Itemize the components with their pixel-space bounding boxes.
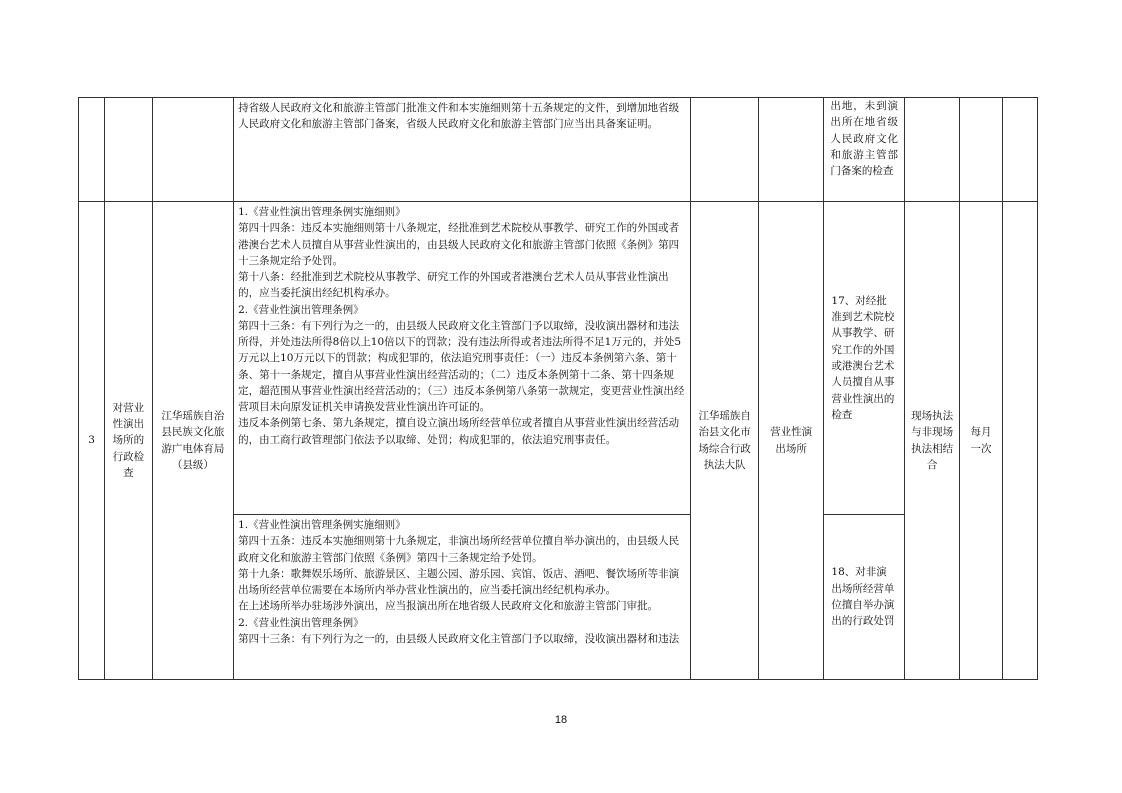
law-paragraph: 在上述场所举办驻场涉外演出，应当报演出所在地省级人民政府文化和旅游主管部门审批。 (238, 600, 659, 613)
law-paragraph: 第四十四条：违反本实施细则第十八条规定，经批准到艺术院校从事教学、研究工作的外国或者港澳台艺术人员擅自从事营业性演出的，由县级人民政府文化和旅游主管部门依照《条例》第四十三条规定给予处罚。 (238, 222, 680, 267)
cell-agency (152, 202, 234, 680)
frequency-text: 每月一次 (970, 426, 992, 455)
cell-no-empty (79, 98, 105, 202)
law-paragraph: 1.《营业性演出管理条例实施细则》 (238, 206, 406, 218)
table-row-3a (79, 202, 1038, 515)
law-paragraph: 第四十三条：有下列行为之一的，由县级人民政府文化主管部门予以取缔，没收演出器材和违法 (238, 632, 680, 645)
cell-note-empty (1002, 98, 1037, 202)
cell-law-basis-1 (234, 202, 691, 515)
cell-law-basis-2 (234, 515, 691, 680)
cell-object (758, 202, 823, 680)
law-paragraph: 第十八条：经批准到艺术院校从事教学、研究工作的外国或者港澳台艺术人员从事营业性演出的，应当委托演出经纪机构承办。 (238, 271, 669, 300)
check-name-text: 对营业性演出场所的行政检查 (112, 401, 145, 479)
cell-check-item-17 (824, 202, 905, 515)
law-paragraph: 2.《营业性演出管理条例》 (238, 303, 364, 316)
cell-check-name (105, 202, 152, 680)
method-text: 现场执法与非现场执法相结合 (911, 409, 954, 471)
law-paragraph: 1.《营业性演出管理条例实施细则》 (238, 519, 406, 531)
cell-method-empty (904, 98, 959, 202)
cell-note-empty (1002, 202, 1037, 680)
object-text: 营业性演出场所 (770, 426, 813, 455)
law-paragraph: 违反本条例第七条、第九条规定，擅自设立演出场所经营单位或者擅自从事营业性演出经营活动的，由工商行政管理部门依法予以取缔、处罚；构成犯罪的，依法追究刑事责任。 (238, 417, 680, 446)
cell-enforcer-empty (691, 98, 758, 202)
law-paragraph: 第十九条：歌舞娱乐场所、旅游景区、主题公园、游乐园、宾馆、饭店、酒吧、餐饮场所等非演出场所经营单位需要在本场所内举办营业性演出的，应当委托演出经纪机构承办。 (238, 567, 680, 597)
law-paragraph: 2.《营业性演出管理条例》 (238, 616, 364, 629)
check-item-text: 17、对经批准到艺术院校从事教学、研究工作的外国或港澳台艺术人员擅自从事营业性演出的检查 (831, 294, 895, 421)
cell-row-number: 3 (79, 202, 105, 680)
cell-law-continued (234, 98, 691, 202)
check-item-text: 出地，未到演出所在地省级人民政府文化和旅游主管部门备案的检查 (830, 100, 898, 178)
enforcement-table (78, 97, 1038, 680)
cell-item-continued (824, 98, 905, 202)
cell-frequency (960, 202, 1002, 680)
cell-name-empty (105, 98, 152, 202)
cell-agency-empty (152, 98, 234, 202)
cell-frequency-empty (960, 98, 1002, 202)
cell-method (904, 202, 959, 680)
cell-check-item-18 (824, 515, 905, 680)
enforcer-text: 江华瑶族自治县文化市场综合行政执法大队 (698, 409, 751, 471)
check-item-text: 18、对非演出场所经营单位擅自举办演出的行政处罚 (831, 566, 895, 628)
law-paragraph: 第四十五条：违反本实施细则第十九条规定，非演出场所经营单位擅自举办演出的，由县级人民政府文化和旅游主管部门依照《条例》第四十三条规定给予处罚。 (238, 535, 680, 564)
page-number: 18 (554, 714, 568, 726)
cell-object-empty (758, 98, 823, 202)
table-row-continued (79, 98, 1038, 202)
agency-text: 江华瑶族自治县民族文化旅游广电体育局（县级） (161, 409, 225, 471)
cell-enforcer (691, 202, 758, 680)
law-paragraph: 第四十三条：有下列行为之一的，由县级人民政府文化主管部门予以取缔，没收演出器材和违法所得，并处违法所得8倍以上10倍以下的罚款；没有违法所得或者违法所得不足1万元的，并处5万元以上10万元以下的罚款；构成犯罪的，依法追究刑事责任：（一）违反本条例第六条、第十条、第十一条规定，擅自从事营业性演出经营活动的；（二）违反本条例第十二条、第十四条规定，超范围从事营业性演出经营活动的；（三）违反本条例第八条第一款规定，变更营业性演出经营项目未向原发证机关申请换发营业性演出许可证的。 (238, 319, 685, 414)
law-paragraph: 持省级人民政府文化和旅游主管部门批准文件和本实施细则第十五条规定的文件，到增加地省级人民政府文化和旅游主管部门备案，省级人民政府文化和旅游主管部门应当出具备案证明。 (238, 102, 680, 131)
